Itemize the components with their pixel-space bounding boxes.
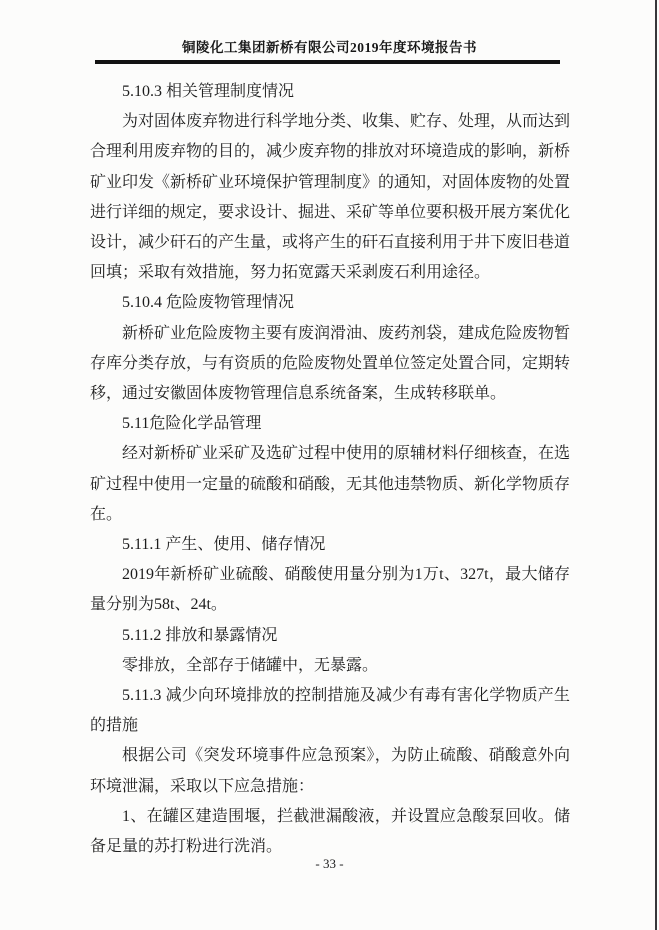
heading-5-11: 5.11危险化学品管理 (122, 415, 262, 433)
paragraph-emergency-plan: 根据公司《突发环境事件应急预案》，为防止硫酸、硝酸意外向环境泄漏，采取以下应急措施： (90, 747, 570, 795)
scan-edge-line (655, 0, 657, 930)
heading-5-10-3: 5.10.3 相关管理制度情况 (122, 83, 295, 100)
heading-5-10-4: 5.10.4 危险废物管理情况 (122, 294, 295, 312)
heading-5-11-2: 5.11.2 排放和暴露情况 (122, 626, 278, 644)
paragraph-solid-waste: 为对固体废弃物进行科学地分类、收集、贮存、处理，从而达到合理利用废弃物的目的，减少废弃物的排放对环境造成的影响，新桥矿业印发《新桥矿业环境保护管理制度》的通知，对固体废物的处置进行详细的规定，要求设计、掘进、采矿等单位要积极开展方案优化设计，减少矸石的产生量，或将产生的矸石直接利用于井下废旧巷道回填；采取有效措施，努力拓宽露天采剥废石利用途径。 (90, 113, 571, 282)
paragraph-chemicals-check: 经对新桥矿业采矿及选矿过程中使用的原辅材料仔细核查，在选矿过程中使用一定量的硫酸和硝酸，无其他违禁物质、新化学物质存在。 (90, 445, 571, 523)
header-divider-rule (95, 60, 560, 64)
document-body (90, 77, 570, 862)
paragraph-dike-measure: 1、在罐区建造围堰，拦截泄漏酸液，并设置应急酸泵回收。储备足量的苏打粉进行洗消。 (90, 807, 570, 856)
heading-5-11-3: 5.11.3 减少向环境排放的控制措施及减少有毒有害化学物质产生的措施 (90, 687, 570, 735)
paragraph-usage-storage: 2019年新桥矿业硫酸、硝酸使用量分别为1万t、327t，最大储存量分别为58t、24t。 (90, 566, 570, 614)
report-title-header: 铜陵化工集团新桥有限公司2019年度环境报告书 (182, 40, 477, 55)
paragraph-hazardous-waste: 新桥矿业危险废物主要有废润滑油、废药剂袋，建成危险废物暂存库分类存放，与有资质的危险废物处置单位签定处置合同，定期转移，通过安徽固体废物管理信息系统备案，生成转移联单。 (90, 324, 571, 403)
heading-5-11-1: 5.11.1 产生、使用、储存情况 (122, 536, 326, 554)
paragraph-zero-emission: 零排放，全部存于储罐中，无暴露。 (122, 656, 379, 674)
page-number: - 33 - (315, 856, 344, 871)
